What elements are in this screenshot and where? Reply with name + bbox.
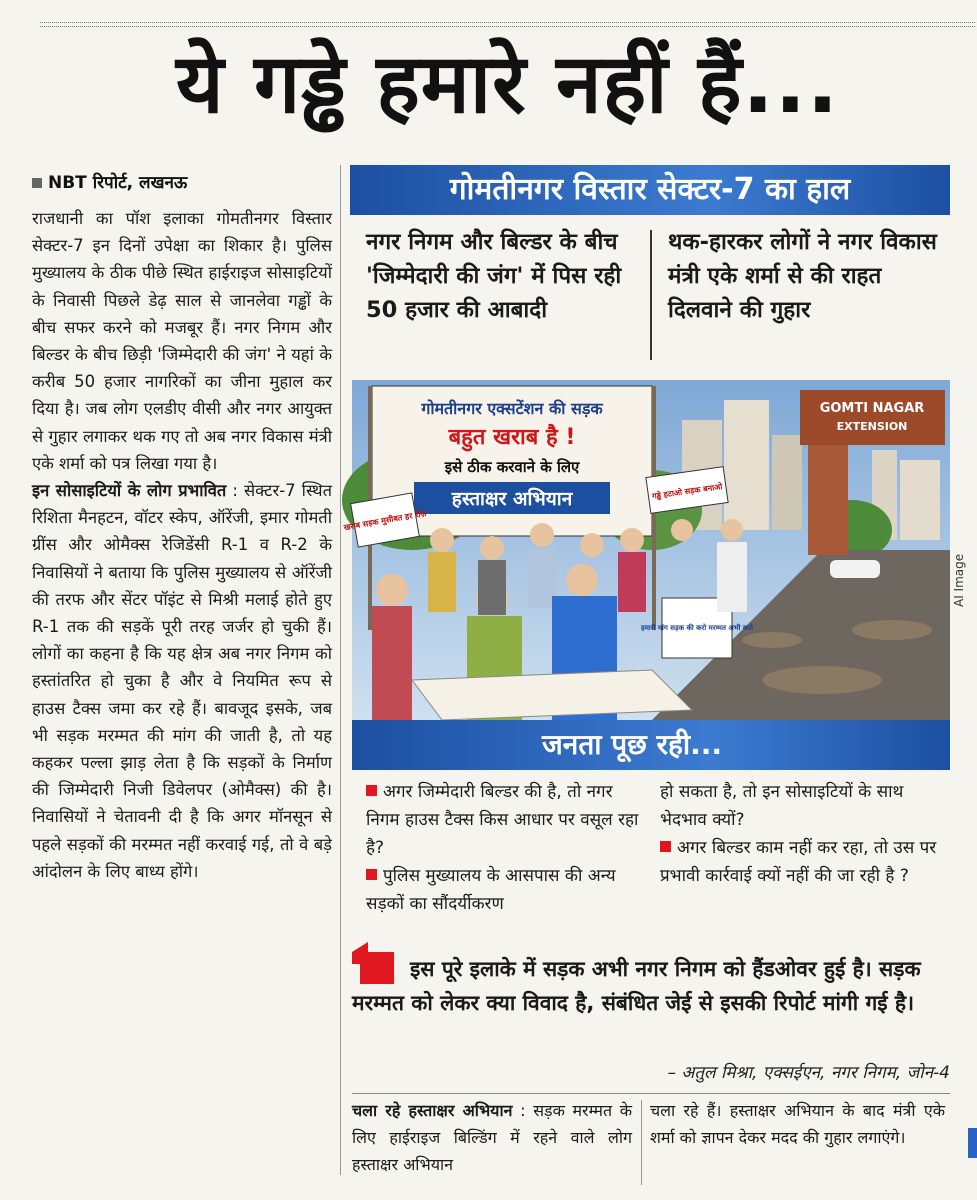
headline: ये गड्ढे हमारे नहीं हैं... — [176, 37, 839, 132]
ai-image-label: AI Image — [952, 553, 966, 607]
edge-tab — [968, 1128, 977, 1158]
highlight-right: थक-हारकर लोगों ने नगर विकास मंत्री एके शर्मा से की राहत दिलवाने की गुहार — [668, 229, 937, 323]
highlight-divider — [650, 230, 652, 360]
protest-photo — [343, 380, 950, 720]
byline-square-icon — [32, 178, 42, 188]
top-rule — [40, 22, 975, 27]
sign-left: खराब सड़क मुसीबत हर रोज़ — [343, 508, 428, 533]
question-3-text: अगर बिल्डर काम नहीं कर रहा, तो उस पर प्रभावी कार्रवाई क्यों नहीं की जा रही है ? — [660, 838, 937, 886]
question-2-continued: हो सकता है, तो इन सोसाइटियों के साथ भेदभाव क्यों? — [660, 782, 904, 830]
red-bullet-icon — [660, 841, 671, 852]
photo-banner-line-3: इसे ठीक करवाने के लिए — [444, 458, 580, 476]
question-1-text: अगर जिम्मेदारी बिल्डर की है, तो नगर निगम हाउस टैक्स किस आधार पर वसूल रहा है? — [366, 782, 639, 858]
bottom-left-text — [352, 1097, 632, 1178]
questions-right — [660, 778, 945, 890]
bottom-rule — [352, 1093, 950, 1094]
gate-line-2: EXTENSION — [836, 420, 908, 433]
column-divider — [340, 165, 341, 1175]
photo-banner-line-1: गोमतीनगर एक्सटेंशन की सड़क — [421, 399, 603, 418]
article-paragraph-2-text: : सेक्टर-7 स्थित रिशिता मैनहटन, वॉटर स्केप, ऑरेंजी, इमार गोमती ग्रींस और ओमैक्स रेजिडेंसी R-1 व R-2 के निवासियों ने बताया कि पुलिस मुख्यालय से ऑरेंजी की तरफ और सेंटर पॉइंट से मिश्री मलाई होते हुए R-1 तक की सड़कें पूरी तरह जर्जर हो चुकी हैं। लोगों का कहना है कि यह क्षेत्र अब नगर निगम को हस्तांतरित हो चुका है और वे नियमित रूप से हाउस टैक्स जमा कर रहे हैं। बावजूद इसके, जब भी सड़क मरम्मत की मांग की जाती है, तो यह कहकर पल्ला झाड़ लेता है कि सड़कों के निर्माण की जिम्मेदारी निजी डिवेलपर (ओमैक्स) की है। निवासियों ने चेतावनी दी है कि अगर मॉनसून से पहले सड़कों की मरम्मत नहीं करवाई गई, तो वे बड़े आंदोलन के लिए बाध्य होंगे। — [32, 481, 332, 881]
byline-text: NBT रिपोर्ट, लखनऊ — [48, 173, 188, 193]
gate-line-1: GOMTI NAGAR — [819, 401, 925, 416]
bottom-right-text: चला रहे हैं। हस्ताक्षर अभियान के बाद मंत्री एके शर्मा को ज्ञापन देकर मदद की गुहार लगाएंगे। — [650, 1101, 945, 1147]
question-2 — [366, 862, 646, 918]
red-bullet-icon — [366, 785, 377, 796]
photo-banner-line-4: हस्ताक्षर अभियान — [451, 488, 573, 510]
sign-right: हमारी मांग सड़क की करो मरम्मत अभी करो — [641, 624, 753, 632]
official-quote: इस पूरे इलाके में सड़क अभी नगर निगम को हैंडओवर हुई है। सड़क मरम्मत को लेकर क्या विवाद है, संबंधित जेई से इसकी रिपोर्ट मांगी गई है। — [352, 957, 921, 1015]
questions-left — [366, 778, 646, 918]
question-1 — [366, 778, 646, 862]
question-2-text: पुलिस मुख्यालय के आसपास की अन्य सड़कों का सौंदर्यीकरण — [366, 866, 616, 914]
article-subhead: इन सोसाइटियों के लोग प्रभावित — [32, 481, 227, 501]
byline — [32, 170, 187, 193]
red-bullet-icon — [366, 869, 377, 880]
bottom-left-body: : सड़क मरम्मत के लिए हाईराइज बिल्डिंग में रहने वाले लोग हस्ताक्षर अभियान — [352, 1101, 633, 1174]
bottom-subhead: चला रहे हस्ताक्षर अभियान — [352, 1101, 513, 1120]
quote-attribution: – अतुल मिश्रा, एक्सईएन, नगर निगम, जोन-4 — [667, 1063, 950, 1083]
bottom-divider — [641, 1100, 642, 1185]
article-paragraph-2 — [32, 477, 332, 885]
protest-illustration — [343, 380, 950, 720]
article-paragraph-1: राजधानी का पॉश इलाका गोमतीनगर विस्तार सेक्टर-7 इन दिनों उपेक्षा का शिकार है। पुलिस मुख्यालय के ठीक पीछे स्थित हाईराइज सोसाइटियों के निवासी पिछले डेढ़ साल से जानलेवा गड्ढों के बीच सफर करने को मजबूर हैं। नगर निगम और बिल्डर के बीच छिड़ी 'जिम्मेदारी की जंग' ने यहां के करीब 50 हजार नागरिकों का जीना मुहाल कर दिया है। जब लोग एलडीए वीसी और नगर आयुक्त से गुहार लगाकर थक गए तो अब नगर विकास मंत्री एके शर्मा को पत्र लिखा गया है। — [32, 209, 332, 473]
section-title-public-asks: जनता पूछ रही... — [352, 720, 950, 770]
question-3 — [660, 834, 945, 890]
highlight-left: नगर निगम और बिल्डर के बीच 'जिम्मेदारी की जंग' में पिस रही 50 हजार की आबादी — [366, 229, 622, 323]
banner-title: गोमतीनगर विस्तार सेक्टर-7 का हाल — [350, 165, 950, 215]
sign-mid: गड्ढे हटाओ सड़क बनाओ — [651, 482, 723, 501]
photo-banner-line-2: बहुत खराब है ! — [448, 425, 576, 450]
article-body — [32, 205, 332, 885]
